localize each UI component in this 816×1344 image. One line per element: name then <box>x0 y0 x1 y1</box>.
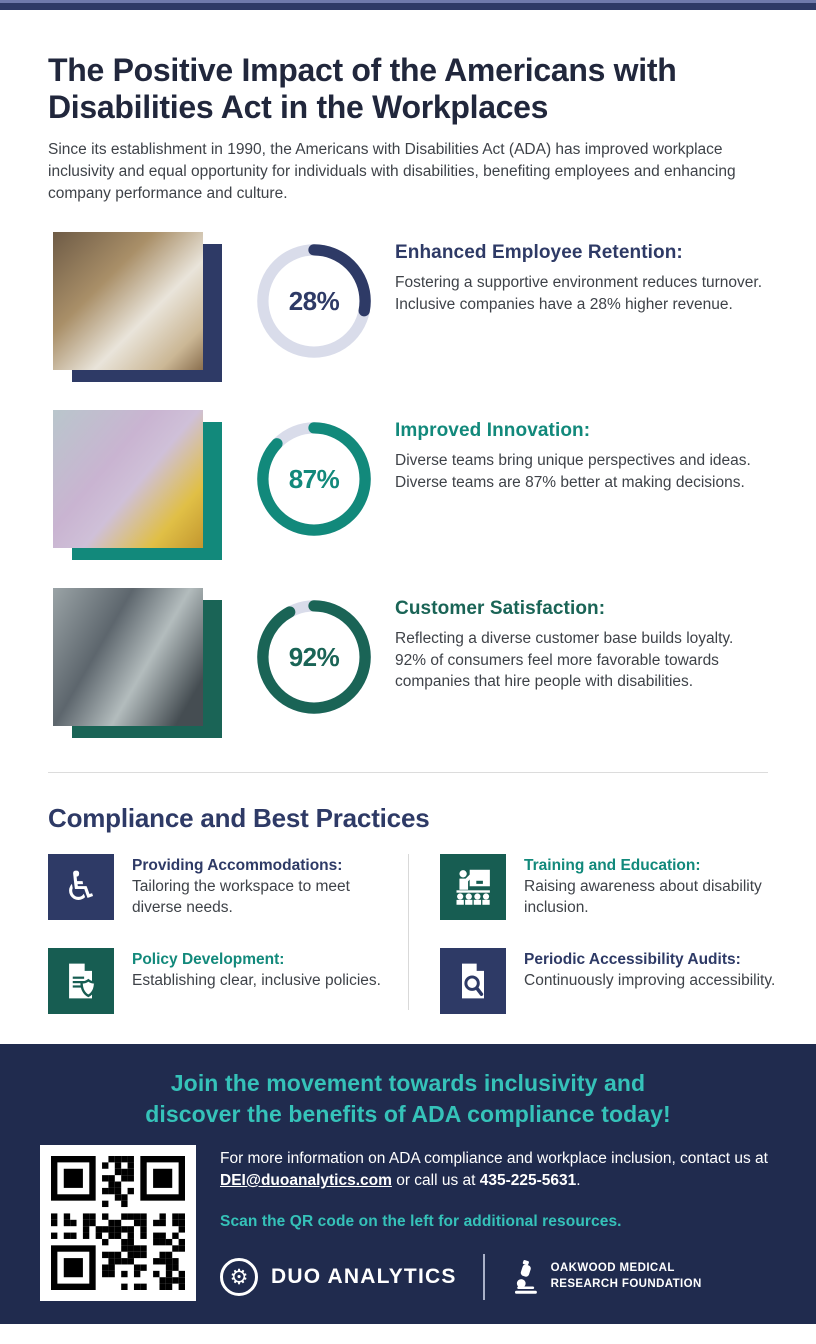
donut-chart-28 <box>255 242 373 360</box>
stat-row-innovation <box>48 410 768 560</box>
column-divider <box>408 854 409 1010</box>
top-accent-bar <box>0 0 816 10</box>
stat-photo-wrap <box>53 232 222 382</box>
logo-divider <box>483 1254 485 1300</box>
audit-icon <box>440 948 506 1014</box>
logo-row <box>220 1254 768 1300</box>
qr-code <box>40 1145 196 1301</box>
gear-icon: ⚙ <box>220 1258 258 1296</box>
compliance-item-accommodations <box>48 854 408 920</box>
wheelchair-icon: ♿ <box>48 854 114 920</box>
stats-section <box>48 232 768 738</box>
compliance-grid <box>48 854 776 1014</box>
microscope-icon <box>511 1259 541 1295</box>
compliance-item-title: Training and Education: <box>524 857 701 875</box>
phone-number: 435-225-5631 <box>479 1172 577 1189</box>
stat-body: Fostering a supportive environment reduces turnover. Inclusive companies have a 28% higher revenue. <box>395 274 763 313</box>
stat-photo-wrap <box>53 588 222 738</box>
duo-analytics-logo-text: DUO ANALYTICS <box>271 1265 457 1288</box>
compliance-item-title: Policy Development: <box>132 951 285 969</box>
section-divider <box>48 772 768 773</box>
policy-icon <box>48 948 114 1014</box>
stat-row-satisfaction <box>48 588 768 738</box>
stat-photo-wrap <box>53 410 222 560</box>
page-title: The Positive Impact of the Americans with Disabilities Act in the Workplaces <box>48 52 677 126</box>
email-link[interactable]: DEI@duoanalytics.com <box>220 1172 392 1189</box>
compliance-item-body: Establishing clear, inclusive policies. <box>132 972 381 990</box>
footer-headline: Join the movement towards inclusivity and discover the benefits of ADA compliance today! <box>145 1070 671 1127</box>
compliance-item-title: Providing Accommodations: <box>132 857 343 875</box>
compliance-item-body: Continuously improving accessibility. <box>524 972 776 990</box>
compliance-item-policy <box>48 948 408 1014</box>
stat-row-retention <box>48 232 768 382</box>
donut-value-label: 92% <box>288 641 340 672</box>
footer <box>0 1044 816 1324</box>
donut-chart-92 <box>255 598 373 716</box>
stat-title: Customer Satisfaction: <box>395 598 606 620</box>
stat-photo-man-in-library <box>53 232 203 370</box>
stat-photo-sign-language <box>53 588 203 726</box>
compliance-item-body: Raising awareness about disability inclusion. <box>524 878 762 917</box>
scan-instruction: Scan the QR code on the left for additional resources. <box>220 1213 622 1230</box>
contact-text: For more information on ADA compliance and workplace inclusion, contact us at DEI@duoanalytics.com or call us at 435-225-5631. <box>220 1150 768 1189</box>
donut-value-label: 87% <box>288 463 340 494</box>
intro-paragraph: Since its establishment in 1990, the Americans with Disabilities Act (ADA) has improved workplace inclusivity and equal opportunity for individuals with disabilities, benefiting employees and enhancing company performance and culture. <box>48 141 736 202</box>
stat-body: Reflecting a diverse customer base builds loyalty. 92% of consumers feel more favorable towards companies that hire people with disabilities. <box>395 630 734 690</box>
compliance-item-training <box>408 854 776 920</box>
compliance-item-body: Tailoring the workspace to meet diverse needs. <box>132 878 350 917</box>
stat-title: Improved Innovation: <box>395 420 591 442</box>
compliance-item-title: Periodic Accessibility Audits: <box>524 951 741 969</box>
training-icon <box>440 854 506 920</box>
compliance-item-audits <box>408 948 776 1014</box>
stat-title: Enhanced Employee Retention: <box>395 242 683 264</box>
donut-value-label: 28% <box>288 285 340 316</box>
stat-photo-woman-laptop <box>53 410 203 548</box>
oakwood-logo-text: OAKWOOD MEDICAL RESEARCH FOUNDATION <box>550 1262 702 1290</box>
stat-body: Diverse teams bring unique perspectives and ideas. Diverse teams are 87% better at making decisions. <box>395 452 751 491</box>
donut-chart-87 <box>255 420 373 538</box>
compliance-heading: Compliance and Best Practices <box>48 803 430 834</box>
